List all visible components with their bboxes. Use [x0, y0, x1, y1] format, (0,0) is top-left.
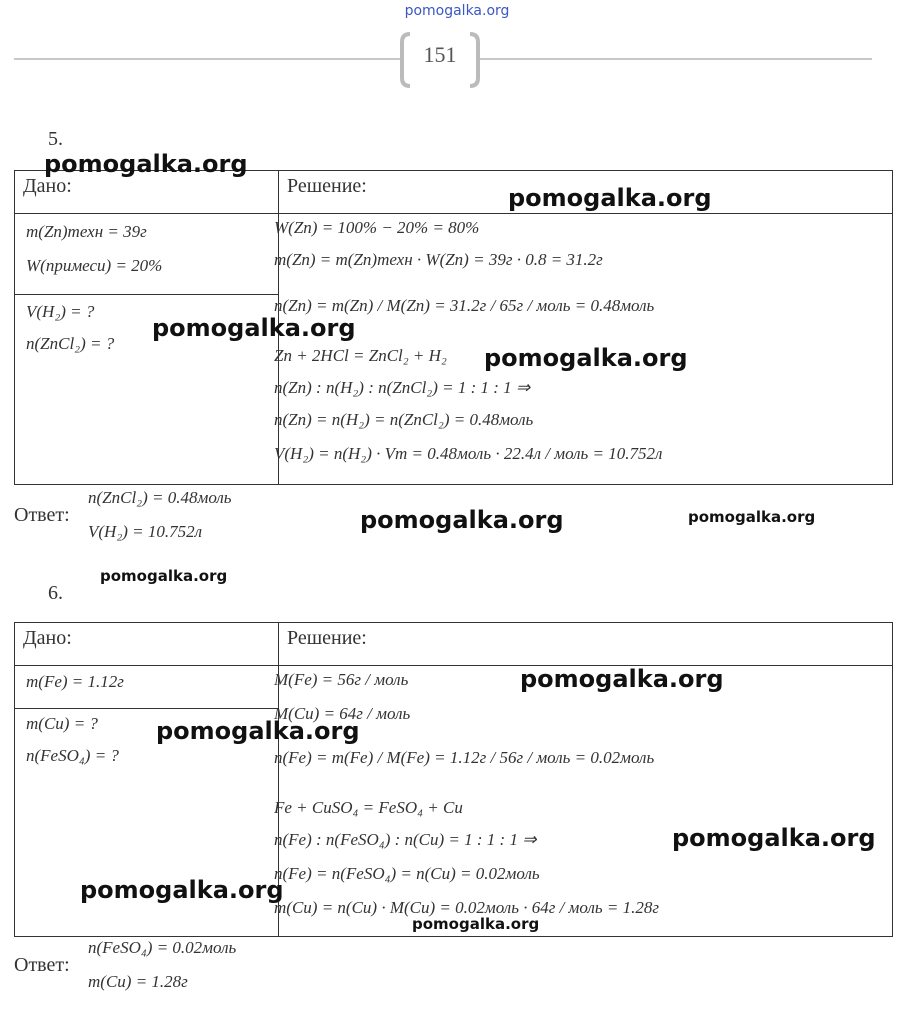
- answer-line: n(FeSO₄) = 0.02моль: [88, 938, 237, 957]
- watermark: pomogalka.org: [80, 876, 284, 904]
- given-line: W(примеси) = 20%: [26, 256, 163, 275]
- solution-line: n(Fe) = n(FeSO₄) = n(Cu) = 0.02моль: [274, 864, 540, 883]
- watermark: pomogalka.org: [484, 344, 688, 372]
- solution-header: Решение:: [279, 171, 893, 214]
- answer-line: n(ZnCl₂) = 0.48моль: [88, 488, 232, 507]
- find-line: V(H₂) = ?: [26, 302, 95, 321]
- solution-line: M(Fe) = 56г / моль: [274, 670, 409, 689]
- problem-5-number: 5.: [48, 128, 63, 150]
- solution-header: Решение:: [279, 623, 893, 666]
- solution-line: m(Cu) = n(Cu) · M(Cu) = 0.02моль · 64г / моль = 1.28г: [274, 898, 659, 917]
- watermark: pomogalka.org: [156, 717, 360, 745]
- find-line: n(FeSO₄) = ?: [26, 746, 119, 765]
- page-number: 151: [423, 42, 457, 67]
- problem-6-number: 6.: [48, 582, 63, 604]
- answer-label: Ответ:: [14, 954, 70, 976]
- site-header-link[interactable]: pomogalka.org: [404, 3, 510, 19]
- watermark: pomogalka.org: [44, 150, 248, 178]
- given-line: m(Fe) = 1.12г: [26, 672, 124, 691]
- solution-line: n(Fe) : n(FeSO₄) : n(Cu) = 1 : 1 : 1 ⇒: [274, 830, 537, 849]
- watermark: pomogalka.org: [412, 915, 540, 933]
- solution-line: n(Zn) = n(H₂) = n(ZnCl₂) = 0.48моль: [274, 410, 534, 429]
- watermark: pomogalka.org: [520, 665, 724, 693]
- solution-line: Fe + CuSO₄ = FeSO₄ + Cu: [274, 798, 463, 817]
- solution-line: W(Zn) = 100% − 20% = 80%: [274, 218, 480, 237]
- solution-line: M(Cu) = 64г / моль: [274, 704, 411, 723]
- watermark: pomogalka.org: [508, 184, 712, 212]
- answer-line: m(Cu) = 1.28г: [88, 972, 188, 991]
- header-rule-right: [480, 58, 872, 60]
- given-line: m(Zn)техн = 39г: [26, 222, 147, 241]
- find-line: n(ZnCl₂) = ?: [26, 334, 115, 353]
- answer-line: V(H₂) = 10.752л: [88, 522, 203, 541]
- given-header: Дано:: [15, 623, 279, 666]
- solution-line: n(Zn) = m(Zn) / M(Zn) = 31.2г / 65г / моль = 0.48моль: [274, 296, 655, 315]
- given-header: Дано:: [15, 171, 279, 214]
- solution-line: n(Fe) = m(Fe) / M(Fe) = 1.12г / 56г / моль = 0.02моль: [274, 748, 655, 767]
- watermark: pomogalka.org: [100, 567, 228, 585]
- watermark: pomogalka.org: [360, 506, 564, 534]
- solution-line: V(H₂) = n(H₂) · Vm = 0.48моль · 22.4л / моль = 10.752л: [274, 444, 663, 463]
- solution-line: m(Zn) = m(Zn)техн · W(Zn) = 39г · 0.8 = 31.2г: [274, 250, 603, 269]
- watermark: pomogalka.org: [152, 314, 356, 342]
- answer-label: Ответ:: [14, 504, 70, 526]
- header-rule-left: [14, 58, 400, 60]
- watermark: pomogalka.org: [672, 824, 876, 852]
- watermark: pomogalka.org: [688, 508, 816, 526]
- solution-line: n(Zn) : n(H₂) : n(ZnCl₂) = 1 : 1 : 1 ⇒: [274, 378, 531, 397]
- find-line: m(Cu) = ?: [26, 714, 98, 733]
- solution-line: Zn + 2HCl = ZnCl₂ + H₂: [274, 346, 447, 365]
